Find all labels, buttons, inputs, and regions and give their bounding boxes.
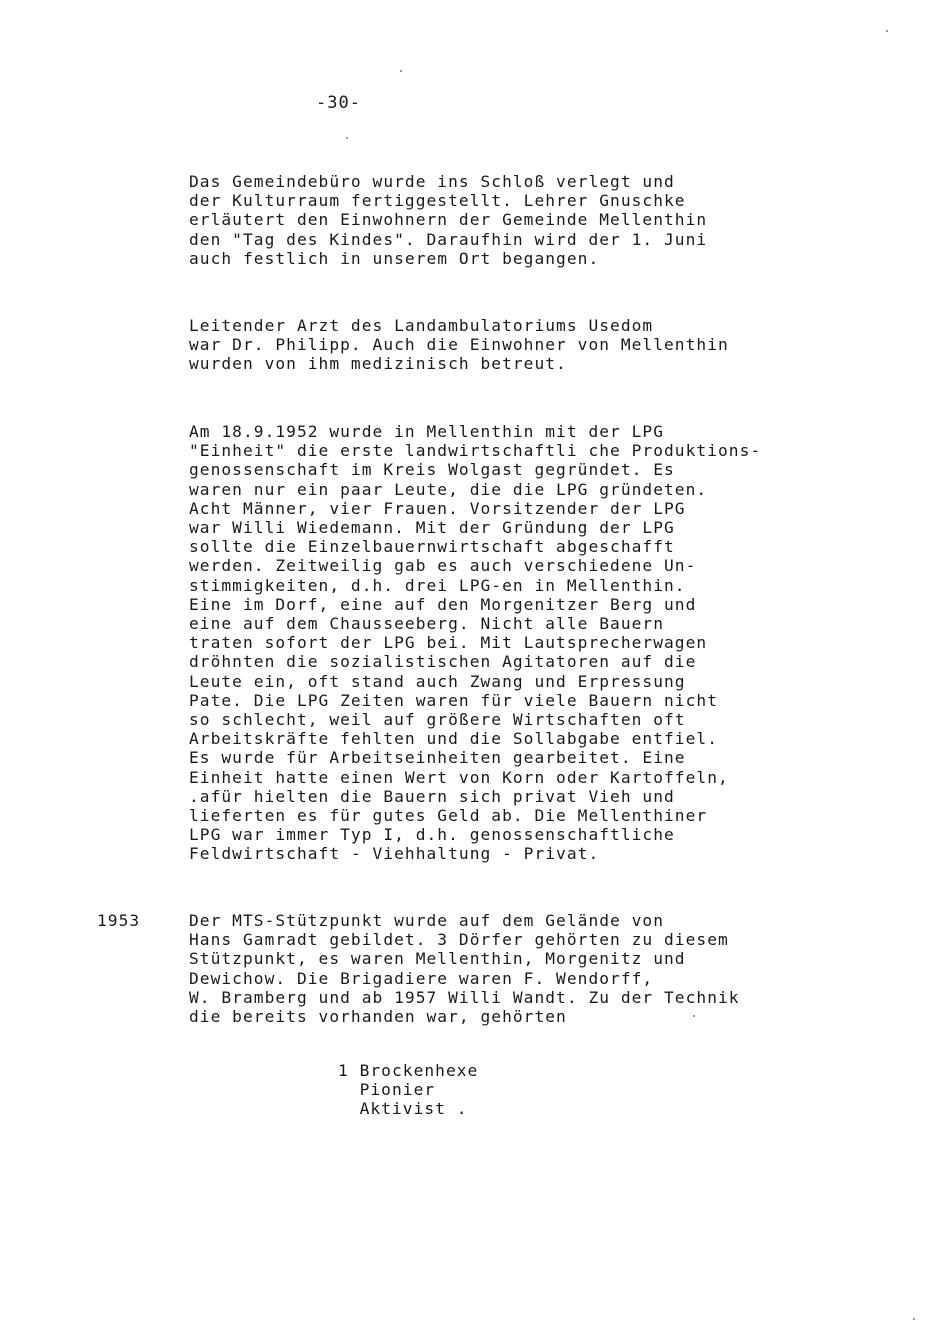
scan-speck bbox=[913, 1318, 915, 1320]
page-number: -30- bbox=[316, 93, 361, 113]
equipment-list: 1 Brockenhexe Pionier Aktivist . bbox=[338, 1061, 479, 1119]
paragraph-gemeindebuero: Das Gemeindebüro wurde ins Schloß verlegt und der Kulturraum fertiggestellt. Lehrer Gnuschke erläutert den Einwohnern der Gemeinde Mellenthin den "Tag des Kindes". Daraufhin wird der 1. Juni auch festlich in unserem Ort begangen. bbox=[189, 172, 708, 268]
paragraph-mts-stuetzpunkt: Der MTS-Stützpunkt wurde auf dem Gelände von Hans Gamradt gebildet. 3 Dörfer gehörten zu diesem Stützpunkt, es waren Mellenthin, Morgenitz und Dewichow. Die Brigadiere waren F. Wendorff, W. Bramberg und ab 1957 Willi Wandt. Zu der Technik die bereits vorhanden war, gehörten bbox=[189, 911, 740, 1027]
scan-speck bbox=[693, 1015, 695, 1017]
scan-speck bbox=[400, 70, 402, 72]
scan-speck bbox=[886, 30, 888, 32]
year-label: 1953 bbox=[97, 911, 141, 930]
paragraph-lpg-einheit: Am 18.9.1952 wurde in Mellenthin mit der LPG "Einheit" die erste landwirtschaftli che Produktions- genossenschaft im Kreis Wolgast gegründet. Es waren nur ein paar Leute, die die LPG gründeten. Acht Männer, vier Frauen. Vorsitzender der LPG war Willi Wiedemann. Mit der Gründung der LPG sollte die Einzelbauernwirtschaft abgeschafft werden. Zeitweilig gab es auch verschiedene Un- stimmigkeiten, d.h. drei LPG-en in Mellenthin. Eine im Dorf, eine auf den Morgenitzer Berg und eine auf dem Chausseeberg. Nicht alle Bauern traten sofort der LPG bei. Mit Lautsprecherwagen dröhnten die sozialistischen Agitatoren auf die Leute ein, oft stand auch Zwang und Erpressung Pate. Die LPG Zeiten waren für viele Bauern nicht so schlecht, weil auf größere Wirtschaften oft Arbeitskräfte fehlten und die Sollabgabe entfiel. Es wurde für Arbeitseinheiten gearbeitet. Eine Einheit hatte einen Wert von Korn oder Kartoffeln, .afür hielten die Bauern sich privat Vieh und lieferten es für gutes Geld ab. Die Mellenthiner LPG war immer Typ I, d.h. genossenschaftliche Feldwirtschaft - Viehhaltung - Privat. bbox=[189, 422, 762, 864]
scan-speck bbox=[346, 137, 348, 139]
paragraph-landambulatorium: Leitender Arzt des Landambulatoriums Usedom war Dr. Philipp. Auch die Einwohner von Mellenthin wurden von ihm medizinisch betreut. bbox=[189, 316, 729, 374]
